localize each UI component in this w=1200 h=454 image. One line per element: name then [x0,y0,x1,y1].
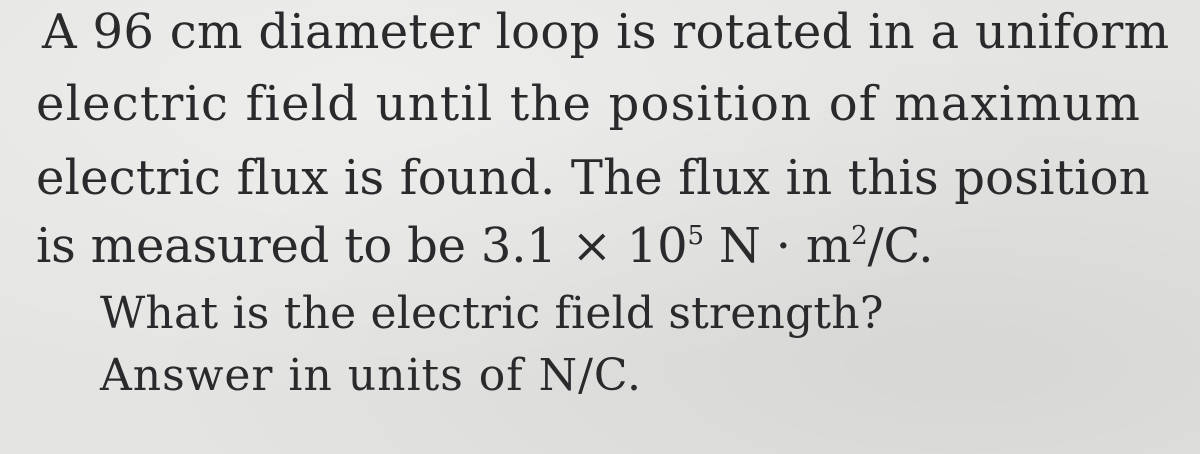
question-text: What is the electric field strength? [100,288,884,339]
meter-squared-exponent: 2 [851,221,868,251]
problem-line-1: A 96 cm diameter loop is rotated in a uniform [42,4,1170,60]
problem-line-4 [36,216,933,276]
problem-line-3: electric flux is found. The flux in this position [36,150,1150,206]
flux-unit-end: /C. [867,218,934,274]
problem-line-2: electric field until the position of maximum [36,76,1142,132]
answer-instruction: Answer in units of N/C. [100,350,642,401]
power-of-ten-exponent: 5 [687,221,704,251]
flux-value-text: is measured to be 3.1 × 10 [36,218,688,274]
flux-unit-text: N · m [703,218,852,274]
